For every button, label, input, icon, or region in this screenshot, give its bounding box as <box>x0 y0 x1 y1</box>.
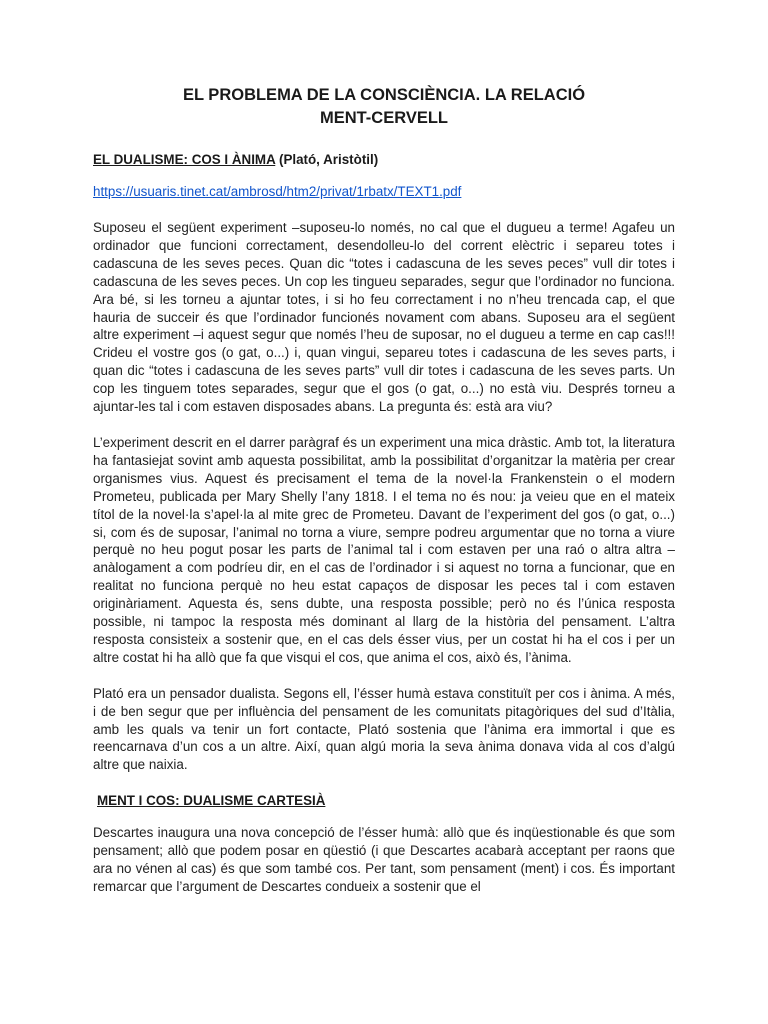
section-heading-suffix: (Plató, Aristòtil) <box>275 152 379 167</box>
section-heading-main: EL DUALISME: COS I ÀNIMA <box>93 152 276 167</box>
paragraph-plato: Plató era un pensador dualista. Segons ell, l’ésser humà estava constituït per cos i ànima. A més, i de ben segur que per influència del pensament de les comunitats pitagòriques del sud d’Itàlia, amb les quals va tenir un fort contacte, Plató sostenia que l’ànima era immortal i que es reencarnava d’un cos a un altre. Així, quan algú moria la seva ànima donava vida al cos d’algú altre que naixia. <box>93 685 675 773</box>
paragraph-frankenstein: L’experiment descrit en el darrer paràgraf és un experiment una mica dràstic. Amb tot, la literatura ha fantasiejat sovint amb aquesta possibilitat, amb la possibilitat d’organitzar la matèria per crear organismes vius. Aquest és precisament el tema de la novel·la Frankenstein o el modern Prometeu, publicada per Mary Shelly l’any 1818. I el tema no és nou: ja veieu que en el mateix títol de la novel·la s’apel·la al mite grec de Prometeu. Davant de l’experiment del gos (o gat, o...) si, com és de suposar, l’animal no torna a viure, sempre podreu argumentar que no torna a viure perquè no heu pogut posar les parts de l’animal tal i com estaven per una raó o altra altra –anàlogament a com podríeu dir, en el cas de l’ordinador i si aquest no torna a funcionar, que en realitat no funciona perquè no heu estat capaços de disposar les peces tal i com estaven originàriament. Aquesta és, sens dubte, una resposta possible; però no és l’única resposta possible, ni tampoc la resposta més dominant al llarg de la història del pensament. L’altra resposta consisteix a sostenir que, en el cas dels ésser vius, per un costat hi ha el cos i per un altre costat hi ha allò que fa que visqui el cos, que anima el cos, això és, l’ànima. <box>93 434 675 665</box>
text1-pdf-link[interactable]: https://usuaris.tinet.cat/ambrosd/htm2/privat/1rbatx/TEXT1.pdf <box>93 184 462 199</box>
page-title-line-1: EL PROBLEMA DE LA CONSCIÈNCIA. LA RELACIÓ <box>182 86 586 104</box>
page-title-line-2: MENT-CERVELL <box>319 109 449 127</box>
page-title <box>93 84 675 130</box>
section-heading-dualisme <box>93 151 675 169</box>
section-heading-dualisme-cartesia <box>93 792 675 810</box>
paragraph-descartes: Descartes inaugura una nova concepció de l’ésser humà: allò que és inqüestionable és que som pensament; allò que podem posar en qüestió (i que Descartes acabarà acceptant per raons que ara no vénen al cas) és que som també cos. Per tant, som pensament (ment) i cos. És important remarcar que l’argument de Descartes condueix a sostenir que el <box>93 825 675 894</box>
paragraph-experiment: Suposeu el següent experiment –suposeu-lo només, no cal que el dugueu a terme! Agafeu un ordinador que funcioni correctament, desendolleu-lo del corrent elèctric i separeu totes i cadascuna de les seves peces. Quan dic “totes i cadascuna de les seves peces” vull dir totes i cadascuna de les seves peces. Un cop les tingueu separades, segur que l’ordinador no funciona. Ara bé, si les torneu a ajuntar totes, i si ho feu correctament i no n’heu trencada cap, el que hauria de succeir és que l’ordinador funcionés novament com abans. Suposeu ara el següent altre experiment –i aquest segur que només l’heu de suposar, no el dugueu a terme en cap cas!!! Crideu el vostre gos (o gat, o...) i, quan vingui, separeu totes i cadascuna de les seves parts, i quan dic “totes i cadascuna de les seves parts” vull dir totes i cadascuna de les seves parts. Un cop les tinguem totes separades, segur que el gos (o gat, o...) no està viu. Després torneu a ajuntar-les tal i com estaven disposades abans. La pregunta és: està ara viu? <box>93 220 675 415</box>
section-heading-cartesia-text: MENT I COS: DUALISME CARTESIÀ <box>97 793 326 809</box>
